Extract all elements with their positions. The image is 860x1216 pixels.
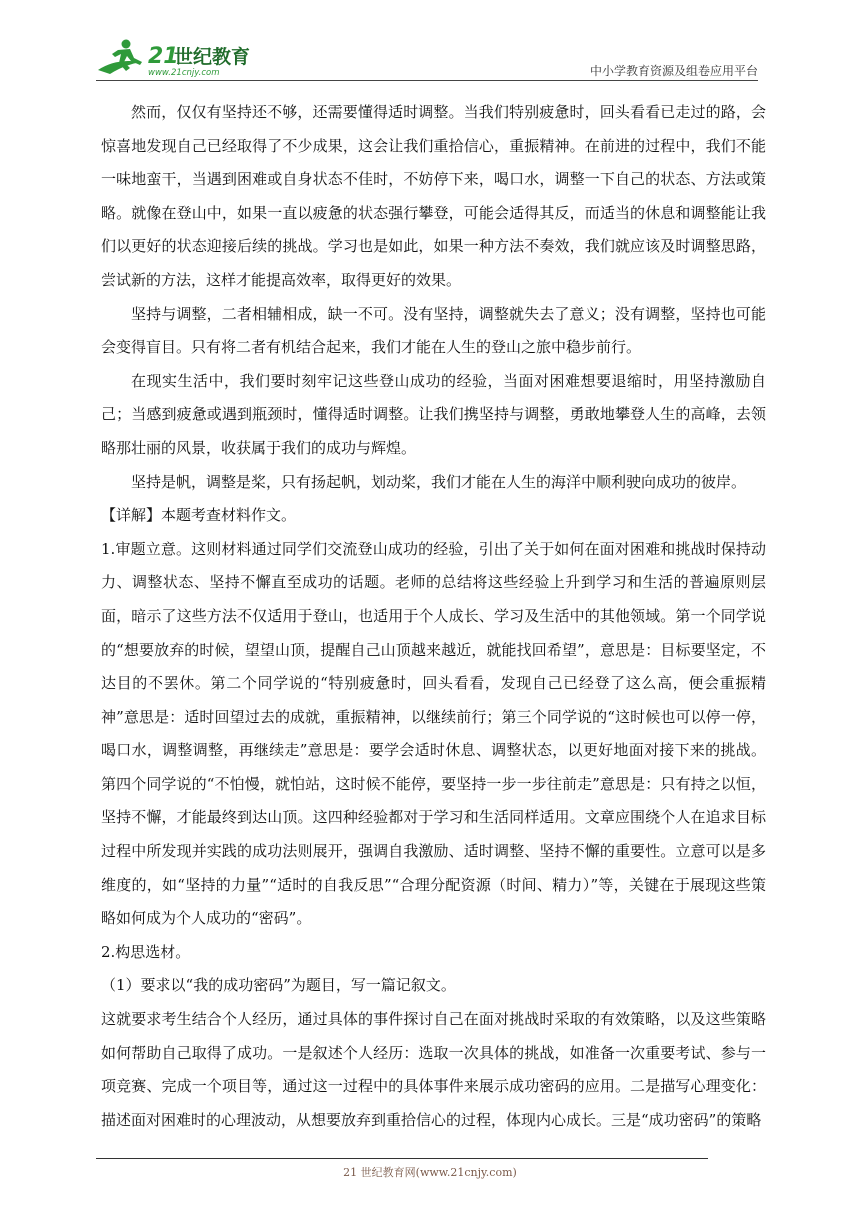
analysis-requirement-detail: 这就要求考生结合个人经历，通过具体的事件探讨自己在面对挑战时采取的有效策略，以及这些策略如何帮助自己取得了成功。一是叙述个人经历：选取一次具体的挑战，如准备一次重要考试、参与一项竞赛、完成一个项目等，通过这一过程中的具体事件来展示成功密码的应用。二是描写心理变化：描述面对困难时的心理波动，从想要放弃到重拾信心的过程，体现内心成长。三是“成功密码”的策略 (101, 1010, 766, 1129)
analysis-requirement-1: （1）要求以“我的成功密码”为题目，写一篇记叙文。 (101, 976, 456, 995)
paragraph-conclusion: 坚持是帆，调整是桨，只有扬起帆，划动桨，我们才能在人生的海洋中顺利驶向成功的彼岸。 (131, 472, 747, 491)
paragraph-complement: 坚持与调整，二者相辅相成，缺一不可。没有坚持，调整就失去了意义；没有调整，坚持也可能会变得盲目。只有将二者有机结合起来，我们才能在人生的登山之旅中稳步前行。 (101, 304, 766, 357)
svg-text:21: 21 (148, 44, 179, 69)
page-footer: 21 世纪教育网(www.21cnjy.com) (343, 1166, 517, 1179)
paragraph-real-life: 在现实生活中，我们要时刻牢记这些登山成功的经验，当面对困难想要退缩时，用坚持激励自己；当感到疲惫或遇到瓶颈时，懂得适时调整。让我们携坚持与调整，勇敢地攀登人生的高峰，去领略那壮丽的风景，收获属于我们的成功与辉煌。 (101, 371, 766, 457)
svg-text:www.21cnjy.com: www.21cnjy.com (148, 68, 220, 78)
site-logo[interactable] (96, 36, 271, 80)
document-body (101, 96, 766, 1137)
page-header (0, 0, 860, 90)
header-divider (96, 80, 758, 81)
analysis-topic-intent: 1.审题立意。这则材料通过同学们交流登山成功的经验，引出了关于如何在面对困难和挑战时保持动力、调整状态、坚持不懈直至成功的话题。老师的总结将这些经验上升到学习和生活的普遍原则层面，暗示了这些方法不仅适用于登山，也适用于个人成长、学习及生活中的其他领域。第一个同学说的“想要放弃的时候，望望山顶，提醒自己山顶越来越近，就能找回希望”，意思是：目标要坚定，不达目的不罢休。第二个同学说的“特别疲惫时，回头看看，发现自己已经登了这么高，便会重振精神”意思是：适时回望过去的成就，重振精神，以继续前行；第三个同学说的“这时候也可以停一停，喝口水，调整调整，再继续走”意思是：要学会适时休息、调整状态，以更好地面对接下来的挑战。第四个同学说的“不怕慢，就怕站，这时候不能停，要坚持一步一步往前走”意思是：只有持之以恒，坚持不懈，才能最终到达山顶。这四种经验都对于学习和生活同样适用。文章应围绕个人在追求目标过程中所发现并实践的成功法则展开，强调自我激励、适时调整、坚持不懈的重要性。立意可以是多维度的，如“坚持的力量”“适时的自我反思”“合理分配资源（时间、精力）”等，关键在于展现这些策略如何成为个人成功的“密码”。 (101, 539, 766, 928)
svg-text:世纪教育: 世纪教育 (174, 46, 251, 68)
analysis-material-heading: 2.构思选材。 (101, 942, 191, 961)
platform-name: 中小学教育资源及组卷应用平台 (589, 64, 758, 78)
analysis-heading: 【详解】本题考查材料作文。 (101, 506, 297, 525)
paragraph-adjustment: 然而，仅仅有坚持还不够，还需要懂得适时调整。当我们特别疲惫时，回头看看已走过的路，会惊喜地发现自己已经取得了不少成果，这会让我们重拾信心，重振精神。在前进的过程中，我们不能一味地蛮干，当遇到困难或自身状态不佳时，不妨停下来，喝口水，调整一下自己的状态、方法或策略。就像在登山中，如果一直以疲惫的状态强行攀登，可能会适得其反，而适当的休息和调整能让我们以更好的状态迎接后续的挑战。学习也是如此，如果一种方法不奏效，我们就应该及时调整思路，尝试新的方法，这样才能提高效率，取得更好的效果。 (101, 103, 766, 289)
footer-divider (96, 1158, 708, 1159)
runner-logo-icon (96, 36, 271, 80)
